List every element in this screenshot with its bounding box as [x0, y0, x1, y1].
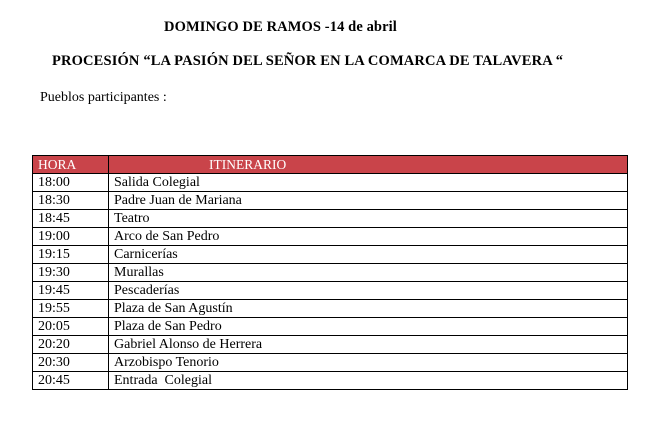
- procession-title: PROCESIÓN “LA PASIÓN DEL SEÑOR EN LA COMARCA DE TALAVERA “: [52, 53, 564, 69]
- cell-itinerario: Murallas: [109, 264, 628, 282]
- table-row: [33, 354, 628, 372]
- cell-itinerario: Carnicerías: [109, 246, 628, 264]
- column-header-hora: HORA: [33, 156, 109, 174]
- cell-itinerario: Entrada Colegial: [109, 372, 628, 390]
- table-header-row: [33, 156, 628, 174]
- table-row: [33, 318, 628, 336]
- column-header-itinerario: ITINERARIO: [109, 156, 628, 174]
- table-row: [33, 174, 628, 192]
- table-row: [33, 264, 628, 282]
- table-row: [33, 246, 628, 264]
- cell-hora: 19:55: [33, 300, 109, 318]
- cell-itinerario: Arzobispo Tenorio: [109, 354, 628, 372]
- cell-hora: 20:05: [33, 318, 109, 336]
- cell-hora: 18:00: [33, 174, 109, 192]
- participants-label: Pueblos participantes :: [40, 90, 167, 105]
- cell-itinerario: Teatro: [109, 210, 628, 228]
- cell-hora: 20:45: [33, 372, 109, 390]
- table-row: [33, 300, 628, 318]
- cell-itinerario: Plaza de San Agustín: [109, 300, 628, 318]
- table-row: [33, 336, 628, 354]
- cell-hora: 19:45: [33, 282, 109, 300]
- cell-itinerario: Arco de San Pedro: [109, 228, 628, 246]
- cell-hora: 18:45: [33, 210, 109, 228]
- table-row: [33, 192, 628, 210]
- schedule-table: [32, 155, 628, 390]
- cell-itinerario: Gabriel Alonso de Herrera: [109, 336, 628, 354]
- cell-hora: 19:00: [33, 228, 109, 246]
- cell-hora: 20:30: [33, 354, 109, 372]
- cell-hora: 19:30: [33, 264, 109, 282]
- cell-itinerario: Plaza de San Pedro: [109, 318, 628, 336]
- cell-hora: 19:15: [33, 246, 109, 264]
- cell-hora: 18:30: [33, 192, 109, 210]
- schedule-body: [33, 174, 628, 390]
- table-row: [33, 372, 628, 390]
- cell-itinerario: Salida Colegial: [109, 174, 628, 192]
- page-title: DOMINGO DE RAMOS -14 de abril: [164, 19, 397, 35]
- table-row: [33, 210, 628, 228]
- cell-itinerario: Pescaderías: [109, 282, 628, 300]
- table-row: [33, 228, 628, 246]
- table-row: [33, 282, 628, 300]
- cell-itinerario: Padre Juan de Mariana: [109, 192, 628, 210]
- cell-hora: 20:20: [33, 336, 109, 354]
